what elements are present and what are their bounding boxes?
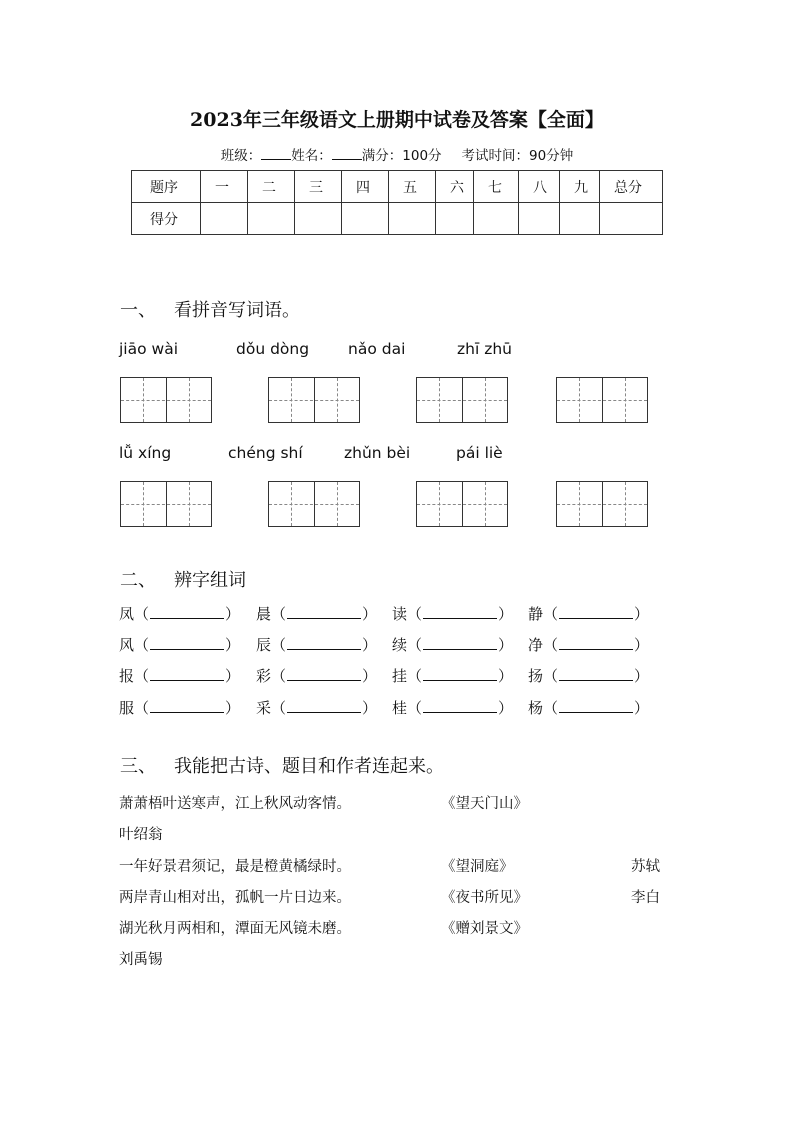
answer-blank[interactable] — [559, 698, 633, 713]
pinyin: lǚ xíng — [119, 444, 172, 462]
section2-heading — [120, 566, 246, 592]
section3-num: 三、 — [120, 756, 156, 777]
header-cell: 七 — [474, 171, 519, 203]
name-blank[interactable] — [332, 147, 362, 160]
character: 杨 — [528, 699, 544, 717]
answer-blank[interactable] — [287, 635, 361, 650]
character: 彩 — [256, 667, 272, 685]
answer-blank[interactable] — [150, 604, 224, 619]
header-cell: 五 — [389, 171, 436, 203]
answer-blank[interactable] — [559, 635, 633, 650]
poem-author[interactable]: 李白 — [631, 890, 660, 906]
header-cell: 八 — [519, 171, 560, 203]
answer-blank[interactable] — [559, 666, 633, 681]
word-item: 挂（ ） — [392, 667, 514, 685]
score-cell[interactable] — [600, 203, 663, 235]
word-item: 辰（ ） — [256, 636, 378, 654]
name-label: 姓名： — [291, 148, 332, 164]
character: 报 — [119, 667, 135, 685]
word-item: 彩（ ） — [256, 667, 378, 685]
pinyin: nǎo dai — [348, 340, 406, 358]
poem-author[interactable]: 叶绍翁 — [119, 827, 163, 843]
answer-blank[interactable] — [150, 666, 224, 681]
section3-title: 我能把古诗、题目和作者连起来。 — [174, 756, 444, 777]
score-row-label: 得分 — [132, 203, 201, 235]
score-table — [131, 170, 663, 235]
pinyin: pái liè — [456, 444, 503, 462]
section1-title: 看拼音写词语。 — [174, 300, 300, 321]
pinyin: dǒu dòng — [236, 340, 310, 358]
answer-blank[interactable] — [287, 604, 361, 619]
word-item: 静（ ） — [528, 605, 650, 623]
poem-author[interactable]: 苏轼 — [631, 859, 660, 875]
score-cell[interactable] — [436, 203, 474, 235]
header-cell: 六 — [436, 171, 474, 203]
full-score: 满分：100分 — [361, 148, 442, 164]
word-item: 服（ ） — [119, 699, 241, 717]
pinyin: zhī zhū — [457, 340, 512, 358]
score-cell[interactable] — [342, 203, 389, 235]
answer-blank[interactable] — [287, 666, 361, 681]
character: 桂 — [392, 699, 408, 717]
word-item: 杨（ ） — [528, 699, 650, 717]
word-item: 报（ ） — [119, 667, 241, 685]
score-cell[interactable] — [248, 203, 295, 235]
score-cell[interactable] — [560, 203, 600, 235]
word-item: 读（ ） — [392, 605, 514, 623]
word-item: 净（ ） — [528, 636, 650, 654]
character: 晨 — [256, 605, 272, 623]
character: 挂 — [392, 667, 408, 685]
page-title: 2023年三年级语文上册期中试卷及答案【全面】 — [190, 109, 604, 131]
poem-title[interactable]: 《望天门山》 — [441, 796, 528, 812]
exam-time: 考试时间：90分钟 — [461, 148, 574, 164]
score-table-score-row — [132, 203, 663, 235]
word-item: 桂（ ） — [392, 699, 514, 717]
header-cell: 题序 — [132, 171, 201, 203]
answer-blank[interactable] — [423, 604, 497, 619]
answer-blank[interactable] — [150, 698, 224, 713]
word-item: 风（ ） — [119, 636, 241, 654]
score-cell[interactable] — [295, 203, 342, 235]
score-table-header-row — [132, 171, 663, 203]
writing-grid[interactable] — [268, 481, 360, 527]
section1-num: 一、 — [120, 300, 156, 321]
character: 辰 — [256, 636, 272, 654]
poem-title[interactable]: 《夜书所见》 — [441, 890, 528, 906]
header-cell: 二 — [248, 171, 295, 203]
writing-grid[interactable] — [556, 481, 648, 527]
poem-line: 一年好景君须记，最是橙黄橘绿时。 — [119, 859, 351, 875]
class-label: 班级： — [220, 148, 262, 164]
poem-title[interactable]: 《望洞庭》 — [441, 859, 514, 875]
poem-title[interactable]: 《赠刘景文》 — [441, 921, 528, 937]
character: 采 — [256, 699, 272, 717]
header-cell: 九 — [560, 171, 600, 203]
header-cell: 四 — [342, 171, 389, 203]
character: 扬 — [528, 667, 544, 685]
word-item: 采（ ） — [256, 699, 378, 717]
section2-title: 辨字组词 — [174, 570, 246, 591]
character: 风 — [119, 636, 135, 654]
pinyin: chéng shí — [228, 444, 303, 462]
character: 静 — [528, 605, 544, 623]
pinyin: jiāo wài — [119, 340, 179, 358]
section1-heading — [120, 296, 300, 322]
answer-blank[interactable] — [423, 698, 497, 713]
header-cell: 三 — [295, 171, 342, 203]
section2-num: 二、 — [120, 570, 156, 591]
writing-grid[interactable] — [268, 377, 360, 423]
poem-line: 湖光秋月两相和，潭面无风镜未磨。 — [119, 921, 351, 937]
poem-line: 萧萧梧叶送寒声，江上秋风动客情。 — [119, 796, 351, 812]
word-item: 凤（ ） — [119, 605, 241, 623]
character: 读 — [392, 605, 408, 623]
section3-heading — [120, 752, 444, 778]
character: 凤 — [119, 605, 135, 623]
score-cell[interactable] — [474, 203, 519, 235]
poem-author[interactable]: 刘禹锡 — [119, 952, 163, 968]
word-item: 晨（ ） — [256, 605, 378, 623]
word-item: 扬（ ） — [528, 667, 650, 685]
score-cell[interactable] — [519, 203, 560, 235]
character: 续 — [392, 636, 408, 654]
answer-blank[interactable] — [287, 698, 361, 713]
poem-line: 两岸青山相对出，孤帆一片日边来。 — [119, 890, 351, 906]
writing-grid[interactable] — [416, 481, 508, 527]
character: 净 — [528, 636, 544, 654]
header-cell: 总分 — [600, 171, 663, 203]
score-cell[interactable] — [389, 203, 436, 235]
header-cell: 一 — [201, 171, 248, 203]
exam-info — [0, 144, 794, 164]
answer-blank[interactable] — [150, 635, 224, 650]
pinyin: zhǔn bèi — [344, 444, 411, 462]
writing-grid[interactable] — [556, 377, 648, 423]
writing-grid[interactable] — [416, 377, 508, 423]
writing-grid[interactable] — [120, 481, 212, 527]
word-item: 续（ ） — [392, 636, 514, 654]
class-blank[interactable] — [261, 147, 291, 160]
score-cell[interactable] — [201, 203, 248, 235]
answer-blank[interactable] — [423, 635, 497, 650]
answer-blank[interactable] — [423, 666, 497, 681]
answer-blank[interactable] — [559, 604, 633, 619]
writing-grid[interactable] — [120, 377, 212, 423]
character: 服 — [119, 699, 135, 717]
